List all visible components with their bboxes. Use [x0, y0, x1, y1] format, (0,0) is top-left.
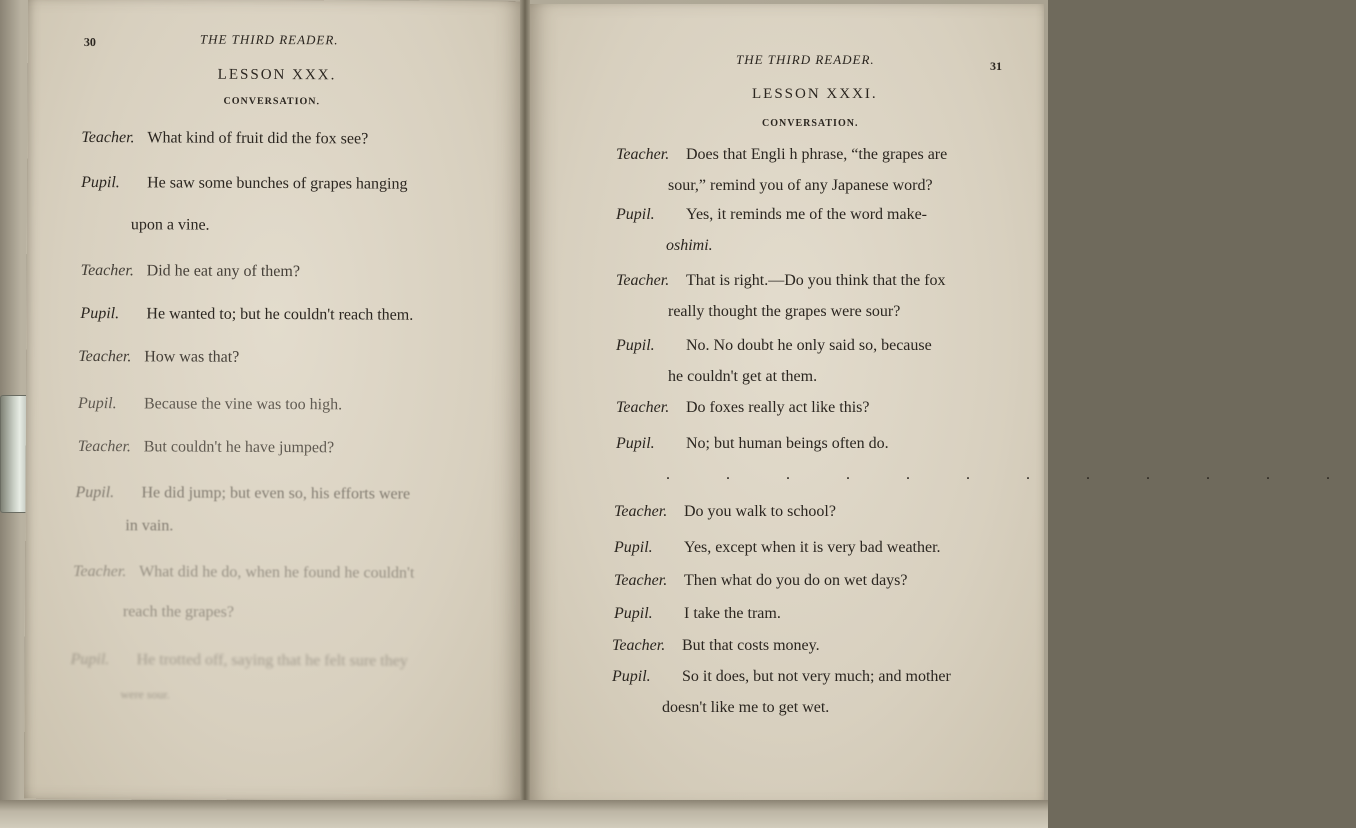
line-text: I take the tram.: [684, 605, 781, 622]
right-page: [526, 4, 1356, 804]
dialogue-line: [73, 563, 414, 583]
dialogue-line-continuation: [662, 699, 829, 717]
speaker-label: Teacher.: [80, 261, 134, 280]
dialogue-line: [616, 146, 947, 164]
dialogue-line-continuation: [668, 303, 900, 321]
line-text: Does that Engli h phrase, “the grapes are: [686, 146, 948, 163]
speaker-label: Teacher.: [612, 637, 666, 654]
line-text: He did jump; but even so, his efforts were: [141, 484, 411, 503]
dialogue-line: [80, 305, 413, 325]
section-subtitle: CONVERSATION.: [223, 95, 321, 108]
speaker-label: Pupil.: [81, 173, 120, 192]
dialogue-line: [81, 174, 407, 194]
section-separator-dots: . . . . . . . . . . . .: [666, 466, 1356, 483]
page-number: 30: [83, 34, 96, 50]
speaker-label: Teacher.: [73, 562, 127, 581]
speaker-label: Pupil.: [616, 206, 655, 223]
speaker-label: Pupil.: [612, 668, 651, 685]
lesson-title: LESSON XXX.: [217, 66, 337, 84]
page-number: 31: [990, 59, 1002, 73]
line-text: really thought the grapes were sour?: [668, 303, 901, 320]
dialogue-line: [616, 272, 946, 290]
line-text: No; but human beings often do.: [686, 435, 889, 452]
dialogue-line: [71, 651, 408, 671]
section-subtitle: CONVERSATION.: [762, 118, 859, 129]
dialogue-line: [616, 399, 870, 417]
line-text: He saw some bunches of grapes hanging: [147, 174, 408, 193]
line-text: So it does, but not very much; and mother: [682, 668, 951, 685]
speaker-label: Pupil.: [80, 304, 120, 323]
dialogue-line: [614, 572, 908, 590]
left-page: [24, 0, 526, 801]
speaker-label: Teacher.: [616, 399, 670, 416]
line-text: sour,” remind you of any Japanese word?: [668, 177, 933, 194]
dialogue-line: [616, 435, 889, 453]
line-text: What did he do, when he found he couldn't: [139, 563, 415, 582]
dialogue-line-continuation: [131, 216, 210, 234]
speaker-label: Pupil.: [75, 483, 115, 502]
dialogue-line: [78, 348, 239, 367]
dialogue-line: [614, 605, 781, 623]
speaker-label: Teacher.: [78, 347, 132, 366]
speaker-label: Teacher.: [614, 572, 668, 589]
dialogue-line: [614, 539, 941, 557]
dialogue-line-continuation: [123, 603, 234, 622]
dialogue-line: [616, 337, 932, 355]
dialogue-line: [81, 129, 368, 149]
book-gutter: [520, 0, 530, 810]
dialogue-line: [81, 262, 300, 281]
dialogue-line: [614, 503, 836, 521]
dialogue-line-continuation: [668, 177, 933, 195]
dialogue-line: [78, 395, 342, 414]
line-text: That is right.—Do you think that the fox: [686, 272, 946, 289]
line-text: upon a vine.: [130, 216, 210, 234]
lesson-title: LESSON XXXI.: [752, 86, 878, 102]
line-text: Do you walk to school?: [684, 503, 836, 520]
line-text: reach the grapes?: [122, 603, 234, 621]
line-text: No. No doubt he only said so, because: [686, 337, 932, 354]
speaker-label: Teacher.: [81, 128, 135, 147]
dialogue-line-continuation: [125, 517, 173, 535]
line-text: What kind of fruit did the fox see?: [147, 129, 369, 148]
speaker-label: Teacher.: [77, 437, 131, 456]
speaker-label: Pupil.: [616, 337, 655, 354]
line-text: Yes, it reminds me of the word make-: [686, 206, 927, 223]
line-text: he couldn't get at them.: [668, 368, 818, 385]
line-text: He trotted off, saying that he felt sure they: [136, 651, 408, 670]
line-text: How was that?: [144, 348, 240, 366]
dialogue-line: [612, 637, 820, 655]
dialogue-line: [78, 438, 334, 457]
dialogue-line-continuation: [668, 368, 817, 386]
line-text: in vain.: [125, 517, 174, 535]
line-text: But couldn't he have jumped?: [143, 438, 335, 457]
dialogue-line: [616, 206, 927, 224]
line-text: Because the vine was too high.: [143, 395, 343, 414]
dialogue-line: [612, 668, 951, 686]
line-text: Then what do you do on wet days?: [684, 572, 908, 589]
line-text: oshimi.: [666, 237, 713, 254]
line-text: But that costs money.: [682, 637, 820, 654]
speaker-label: Teacher.: [616, 146, 670, 163]
dialogue-line: [75, 484, 410, 504]
line-text: doesn't like me to get wet.: [662, 699, 830, 716]
dialogue-line-continuation: [120, 687, 169, 702]
running-head: THE THIRD READER.: [199, 31, 339, 48]
speaker-label: Teacher.: [616, 272, 670, 289]
line-text: He wanted to; but he couldn't reach them.: [146, 305, 414, 324]
dialogue-line-continuation: [666, 237, 713, 255]
line-text: Yes, except when it is very bad weather.: [684, 539, 941, 556]
speaker-label: Pupil.: [616, 435, 655, 452]
line-text: Did he eat any of them?: [146, 262, 300, 281]
line-text: Do foxes really act like this?: [686, 399, 870, 416]
speaker-label: Pupil.: [614, 539, 653, 556]
book-bottom-edge: [0, 800, 1048, 828]
speaker-label: Pupil.: [614, 605, 653, 622]
speaker-label: Teacher.: [614, 503, 668, 520]
speaker-label: Pupil.: [77, 394, 117, 413]
speaker-label: Pupil.: [70, 650, 110, 669]
running-head: THE THIRD READER.: [736, 52, 875, 67]
line-text: were sour.: [120, 687, 170, 702]
